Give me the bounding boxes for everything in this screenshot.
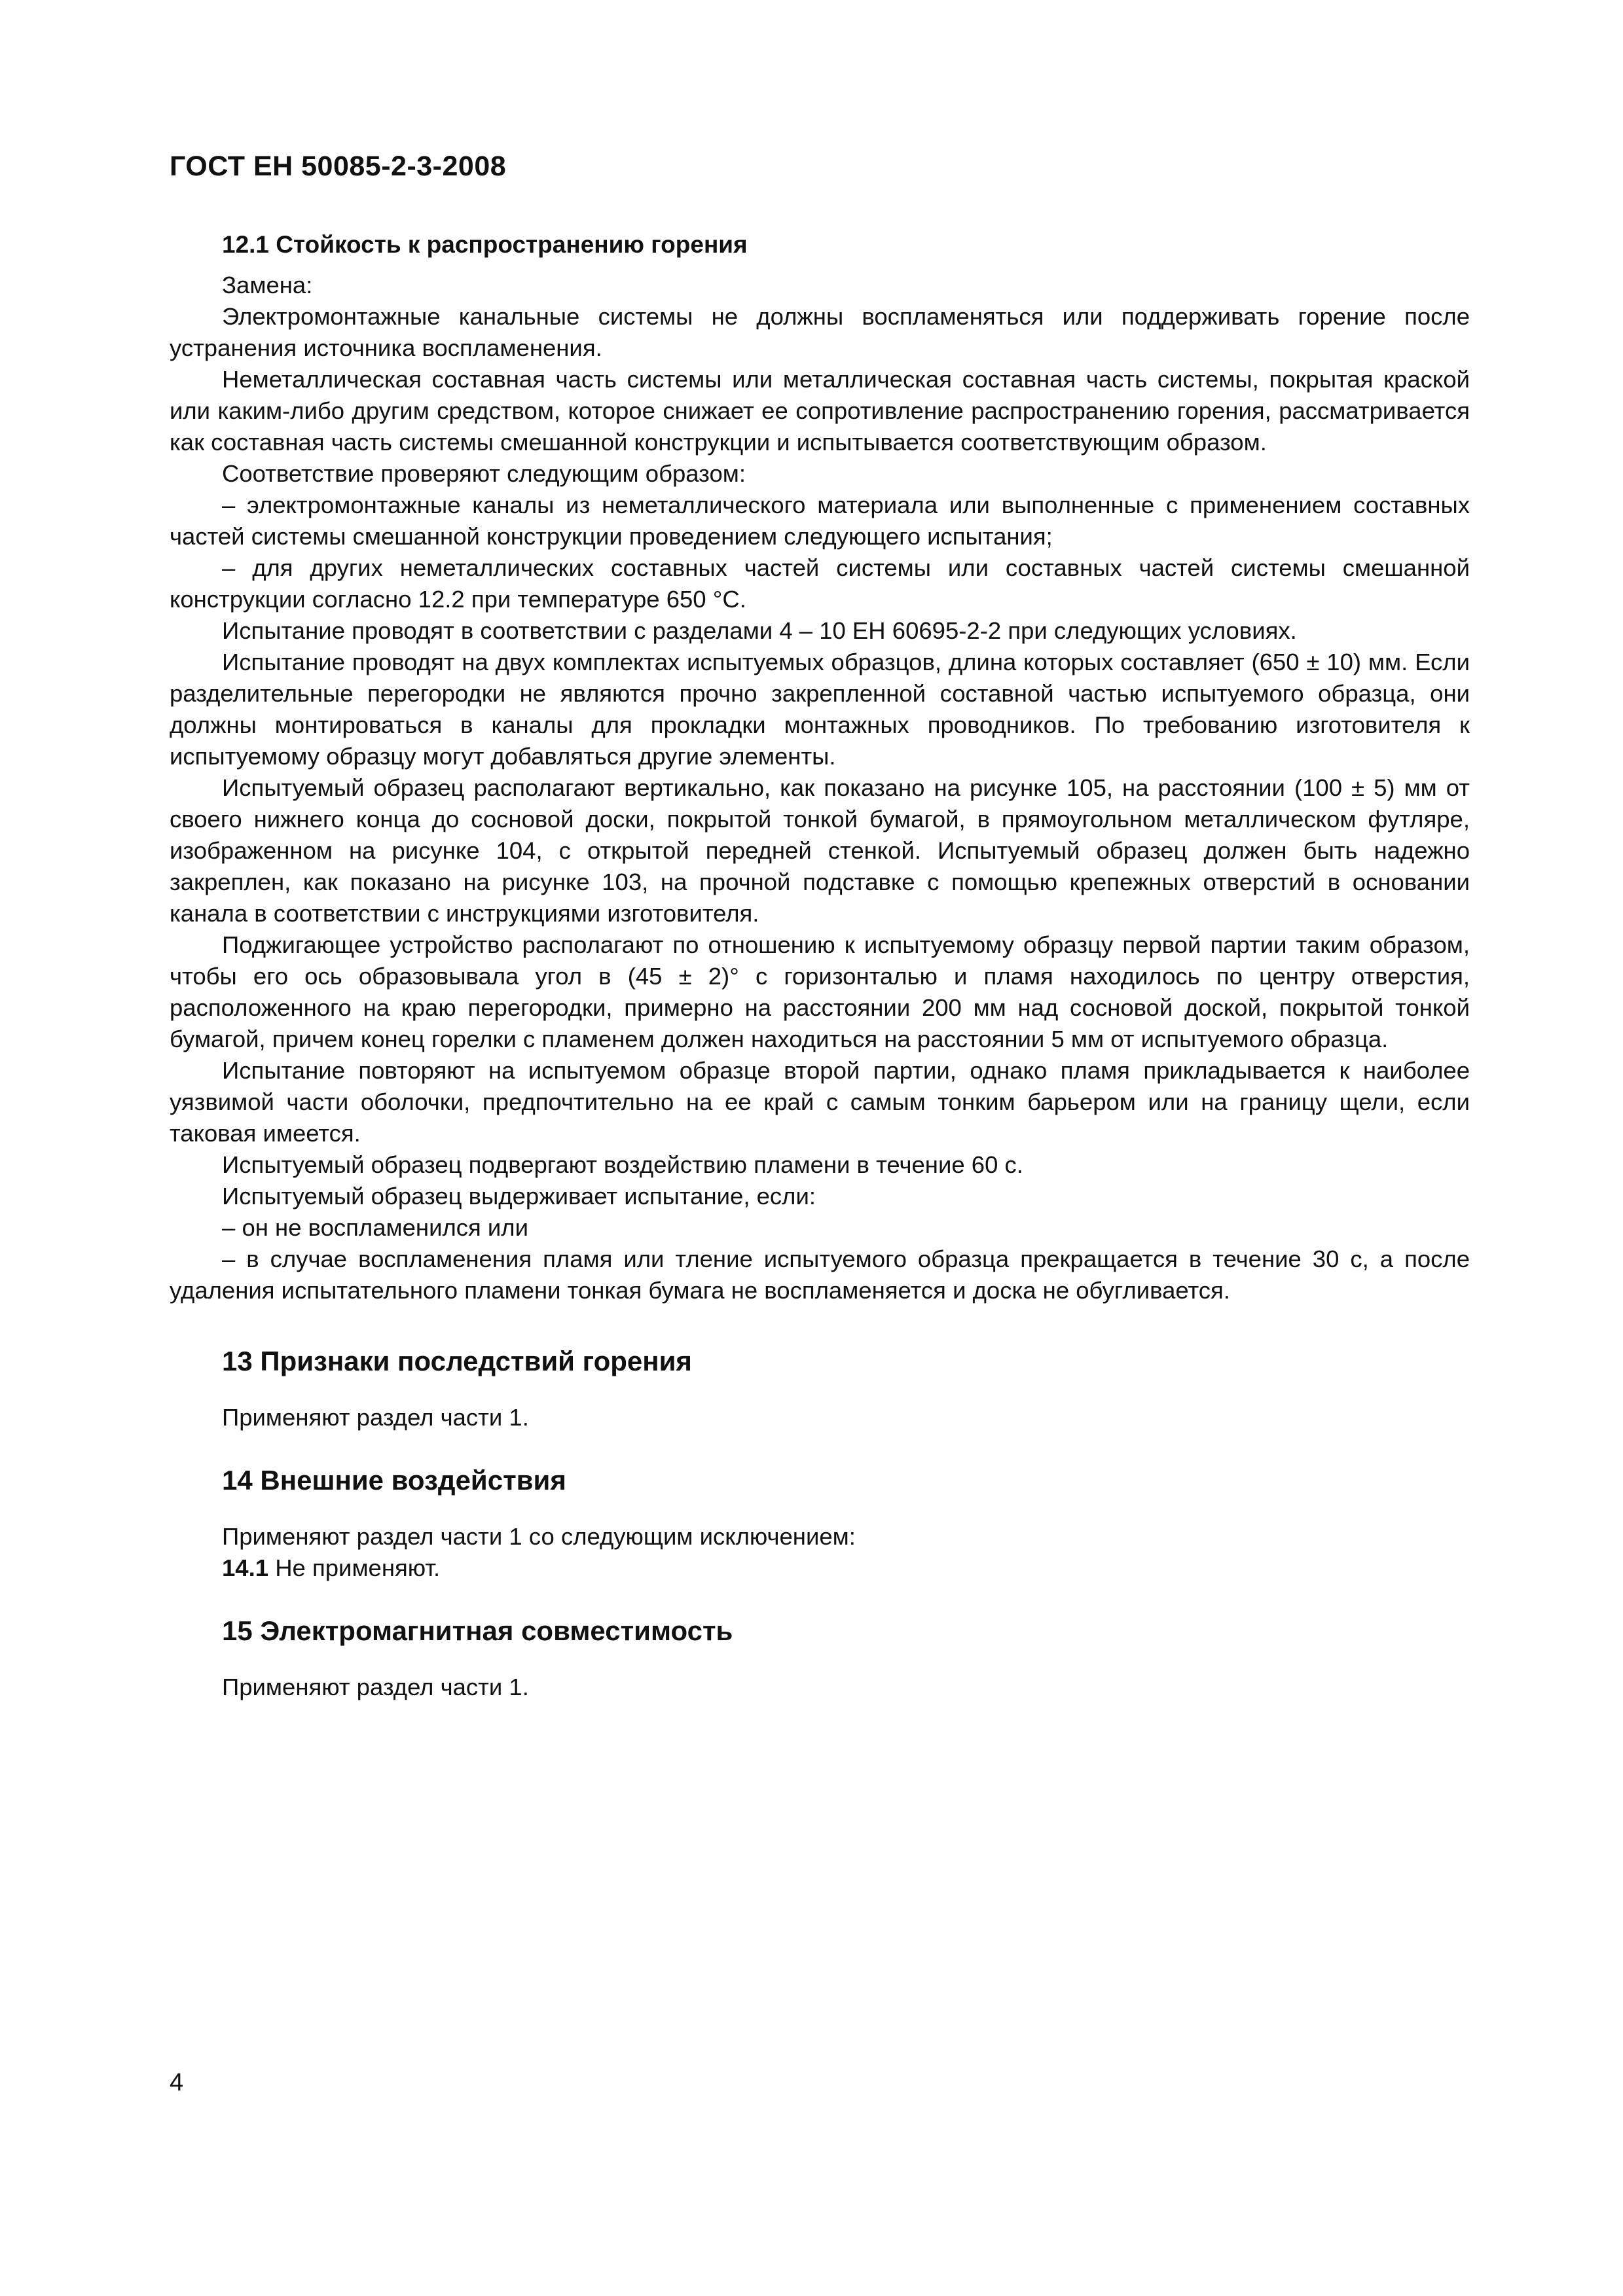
- document-code-header: ГОСТ ЕН 50085-2-3-2008: [170, 151, 507, 182]
- section-13-body: Применяют раздел части 1.: [222, 1404, 529, 1431]
- section-15-body: Применяют раздел части 1.: [222, 1674, 529, 1700]
- paragraph: Испытание проводят на двух комплектах испытуемых образцов, длина которых составляет (650 ± 10) мм. Если разделительные перегородки не являются прочно закрепленной составной частью испытуемого образца, они должны монтироваться в каналы для прокладки монтажных проводников. По требованию изготовителя к испытуемому образцу могут добавляться другие элементы.: [170, 649, 1470, 770]
- list-item: – электромонтажные каналы из неметаллического материала или выполненные с применением составных частей системы смешанной конструкции проведением следующего испытания;: [170, 492, 1470, 550]
- section-15: [170, 1614, 1470, 1703]
- list-item: – для других неметаллических составных частей системы или составных частей системы смешанной конструкции согласно 12.2 при температуре 650 °С.: [170, 554, 1470, 613]
- paragraph: Испытуемый образец выдерживает испытание, если:: [222, 1183, 816, 1210]
- paragraph: Замена:: [222, 272, 313, 298]
- list-item: – в случае воспламенения пламя или тление испытуемого образца прекращается в течение 30 с, а после удаления испытательного пламени тонкая бумага не воспламеняется и доска не обугливается.: [170, 1246, 1470, 1304]
- paragraph: Соответствие проверяют следующим образом:: [222, 460, 746, 487]
- section-14: [170, 1463, 1470, 1584]
- section-14-body: Применяют раздел части 1 со следующим исключением:: [222, 1523, 856, 1550]
- clause-12-1-title: 12.1 Стойкость к распространению горения: [222, 231, 748, 258]
- page-content: [170, 229, 1470, 1703]
- clause-14-1-number: 14.1: [222, 1554, 269, 1581]
- section-14-title: 14 Внешние воздействия: [222, 1465, 566, 1496]
- paragraph: Испытание повторяют на испытуемом образце второй партии, однако пламя прикладывается к наиболее уязвимой части оболочки, предпочтительно на ее край с самым тонким барьером или на границу щели, если таковая имеется.: [170, 1057, 1470, 1147]
- paragraph: Испытуемый образец подвергают воздействию пламени в течение 60 с.: [222, 1151, 1023, 1178]
- section-13: [170, 1344, 1470, 1433]
- page-number: 4: [170, 2069, 184, 2096]
- list-item: – он не воспламенился или: [222, 1214, 528, 1241]
- clause-14-1: [170, 1552, 1470, 1584]
- paragraph: Электромонтажные канальные системы не должны воспламеняться или поддерживать горение после устранения источника воспламенения.: [170, 303, 1470, 361]
- paragraph: Неметаллическая составная часть системы или металлическая составная часть системы, покрытая краской или каким-либо другим средством, которое снижает ее сопротивление распространению горения, рассматривается как составная часть системы смешанной конструкции и испытывается соответствующим образом.: [170, 366, 1470, 456]
- clause-14-1-text: Не применяют.: [268, 1554, 441, 1581]
- paragraph: Испытуемый образец располагают вертикально, как показано на рисунке 105, на расстоянии (100 ± 5) мм от своего нижнего конца до сосновой доски, покрытой тонкой бумагой, в прямоугольном металлическом футляре, изображенном на рисунке 104, с открытой передней стенкой. Испытуемый образец должен быть надежно закреплен, как показано на рисунке 103, на прочной подставке с помощью крепежных отверстий в основании канала в соответствии с инструкциями изготовителя.: [170, 774, 1470, 927]
- section-13-title: 13 Признаки последствий горения: [222, 1346, 692, 1376]
- clause-12-1: [170, 229, 1470, 1306]
- paragraph: Испытание проводят в соответствии с разделами 4 – 10 ЕН 60695-2-2 при следующих условиях.: [222, 617, 1297, 644]
- section-15-title: 15 Электромагнитная совместимость: [222, 1615, 733, 1646]
- paragraph: Поджигающее устройство располагают по отношению к испытуемому образцу первой партии таким образом, чтобы его ось образовывала угол в (45 ± 2)° с горизонталью и пламя находилось по центру отверстия, расположенного на краю перегородки, примерно на расстоянии 200 мм над сосновой доской, покрытой тонкой бумагой, причем конец горелки с пламенем должен находиться на расстоянии 5 мм от испытуемого образца.: [170, 931, 1470, 1052]
